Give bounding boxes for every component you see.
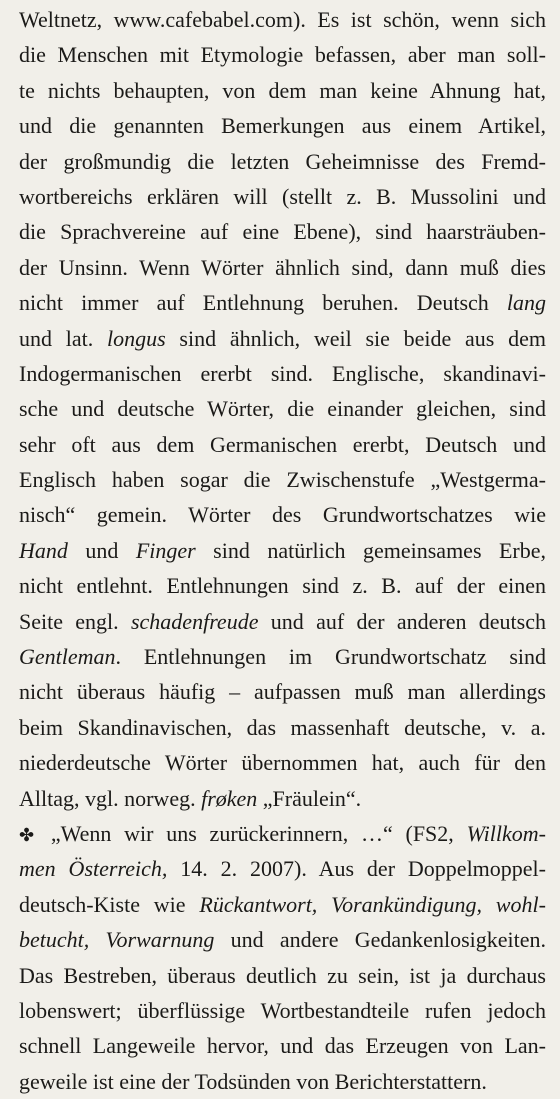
text-line	[19, 285, 546, 320]
text-run: wortbereichs erklären will (stellt z. B. Mussolini und	[19, 183, 546, 209]
text-run: der großmundig die letzten Geheimnisse des Fremd-	[19, 148, 546, 174]
text-run: lobenswert; überflüssige Wortbestandteile rufen jedoch	[19, 997, 546, 1023]
text-run: beim Skandinavischen, das massenhaft deutsche, v. a.	[19, 714, 546, 740]
italic-term: Gentleman	[19, 644, 116, 670]
text-line	[19, 922, 546, 957]
text-line	[19, 144, 546, 179]
italic-term: frøken	[201, 785, 258, 811]
italic-term: Finger	[135, 537, 196, 563]
text-line	[19, 568, 546, 603]
text-line	[19, 958, 546, 993]
text-run: sind ähnlich, weil sie beide aus dem	[165, 325, 546, 351]
text-line	[19, 604, 546, 639]
italic-term: schadenfreude	[130, 608, 259, 634]
italic-term: Willkom-	[466, 820, 546, 846]
text-run: niederdeutsche Wörter übernommen hat, auch für den	[19, 750, 546, 776]
italic-term: Rückantwort, Vorankündigung, wohl-	[199, 891, 546, 917]
text-run: Das Bestreben, überaus deutlich zu sein, ist ja durchaus	[19, 962, 546, 988]
text-run: „Wenn wir uns zurückerinnern, …“ (FS2,	[38, 820, 467, 846]
text-run: Seite engl.	[19, 608, 131, 634]
text-line	[19, 250, 546, 285]
text-run: der Unsinn. Wenn Wörter ähnlich sind, dann muß dies	[19, 254, 546, 280]
text-run: sche und deutsche Wörter, die einander gleichen, sind	[19, 396, 546, 422]
text-run: nicht immer auf Entlehnung beruhen. Deutsch	[19, 290, 507, 316]
text-run: und lat.	[19, 325, 107, 351]
italic-term: longus	[106, 325, 166, 351]
text-run: 14. 2. 2007). Aus der Doppelmoppel-	[167, 856, 547, 882]
text-line	[19, 73, 546, 108]
italic-term: men Österreich,	[19, 856, 168, 882]
text-run: . Entlehnungen im Grundwortschatz sind	[115, 644, 546, 670]
text-run: geweile ist eine der Todsünden von Berichterstattern.	[19, 1068, 487, 1094]
text-line	[19, 674, 546, 709]
text-run: te nichts behaupten, von dem man keine Ahnung hat,	[19, 77, 546, 103]
text-line	[19, 781, 546, 816]
text-line	[19, 108, 546, 143]
italic-term: lang	[506, 290, 546, 316]
italic-term: Hand	[19, 537, 68, 563]
text-line	[19, 710, 546, 745]
text-line	[19, 745, 546, 780]
text-line	[19, 179, 546, 214]
text-run: „Fräulein“.	[257, 785, 362, 811]
text-run: und die genannten Bemerkungen aus einem Artikel,	[19, 113, 546, 139]
text-line	[19, 639, 546, 674]
text-run: deutsch-Kiste wie	[19, 891, 200, 917]
text-run: Weltnetz, www.cafebabel.com). Es ist schön, wenn sich	[19, 7, 546, 32]
text-line	[19, 887, 546, 922]
text-line	[19, 214, 546, 249]
text-run: nicht entlehnt. Entlehnungen sind z. B. auf der einen	[19, 573, 546, 599]
text-run: die Sprachvereine auf eine Ebene), sind haarsträuben-	[19, 219, 546, 245]
italic-term: betucht, Vorwarnung	[19, 927, 215, 953]
text-run: Englisch haben sogar die Zwischenstufe „Westgerma-	[19, 467, 546, 493]
text-line	[19, 427, 546, 462]
text-line	[19, 533, 546, 568]
text-line	[19, 851, 546, 886]
text-run: und auf der anderen deutsch	[258, 608, 546, 634]
ornament-bullet-icon: ✤	[19, 824, 35, 845]
text-run: Indogermanischen ererbt sind. Englische, skandinavi-	[19, 360, 546, 386]
text-run: die Menschen mit Etymologie befassen, aber man soll-	[19, 42, 546, 68]
text-run: schnell Langeweile hervor, und das Erzeugen von Lan-	[19, 1033, 546, 1059]
text-run: nicht überaus häufig – aufpassen muß man allerdings	[19, 679, 546, 705]
text-line	[19, 497, 546, 532]
text-line	[19, 1028, 546, 1063]
text-run: nisch“ gemein. Wörter des Grundwortschatzes wie	[19, 502, 546, 528]
text-line	[19, 816, 546, 851]
text-line	[19, 356, 546, 391]
text-line	[19, 391, 546, 426]
text-run: sehr oft aus dem Germanischen ererbt, Deutsch und	[19, 431, 546, 457]
text-line	[19, 462, 546, 497]
text-run: und andere Gedankenlosigkeiten.	[214, 927, 546, 953]
text-run: und	[67, 537, 136, 563]
text-line	[19, 37, 546, 72]
text-line	[19, 321, 546, 356]
text-run: Alltag, vgl. norweg.	[19, 785, 202, 811]
text-line	[19, 2, 546, 37]
text-run: sind natürlich gemeinsames Erbe,	[195, 537, 546, 563]
text-line	[19, 993, 546, 1028]
text-line	[19, 1064, 546, 1099]
